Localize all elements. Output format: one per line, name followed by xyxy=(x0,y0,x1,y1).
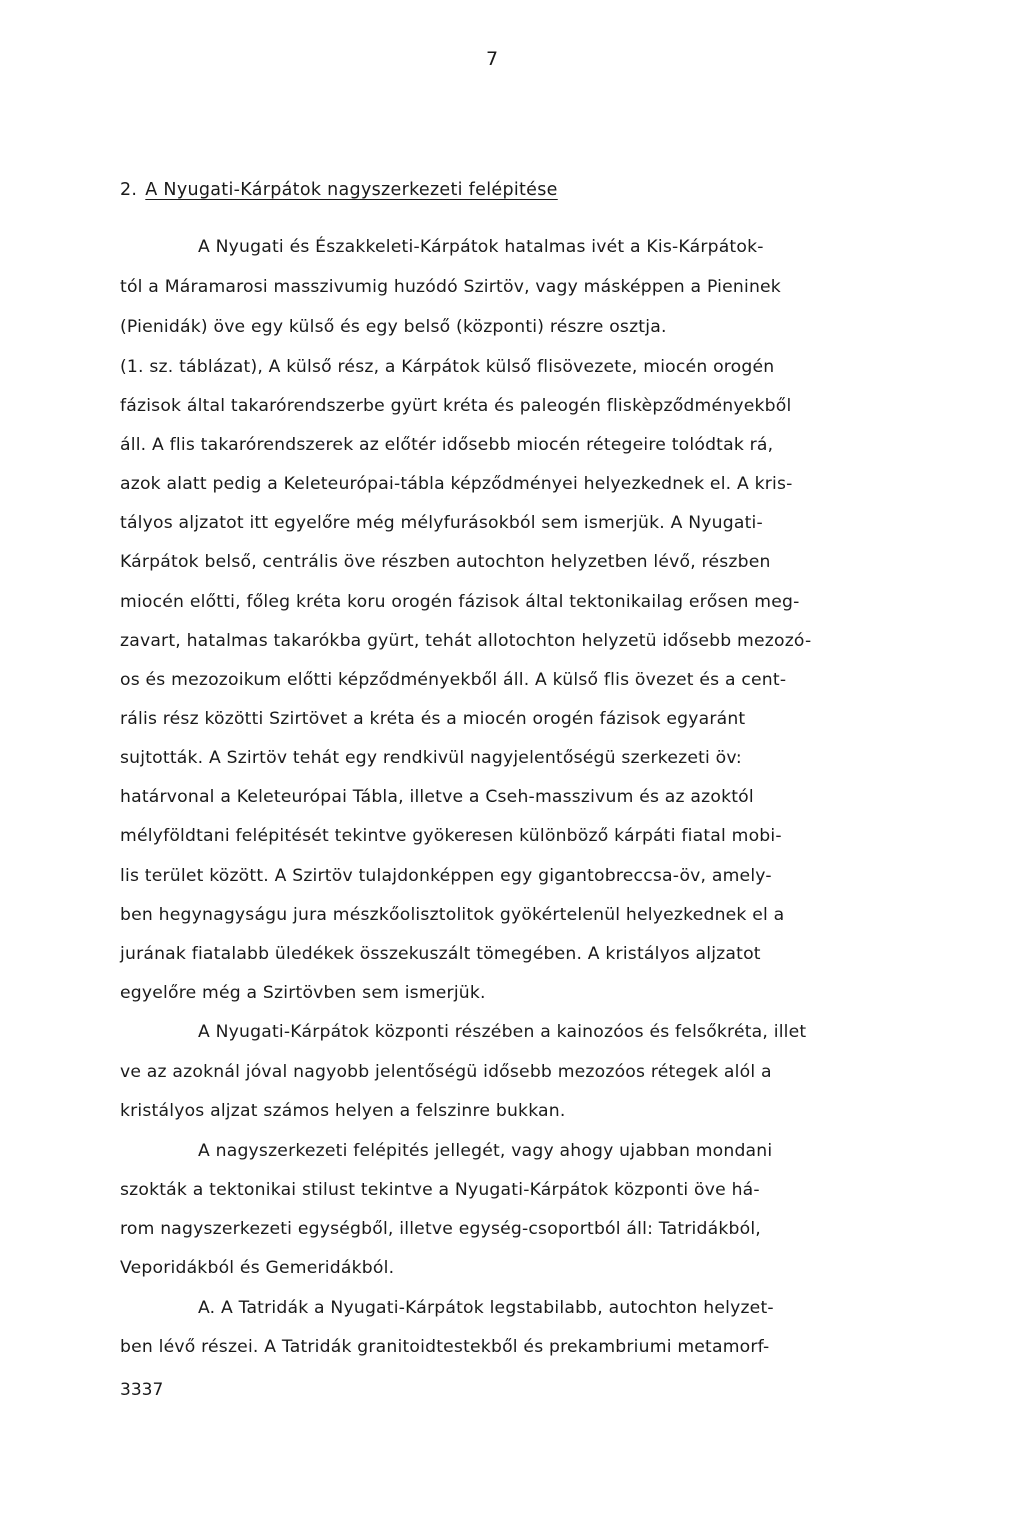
text-line: zavart, hatalmas takarókba gyürt, tehát allotochton helyzetü idősebb mezozó- xyxy=(120,631,812,651)
text-line: fázisok által takarórendszerbe gyürt kréta és paleogén fliskèpződményekből xyxy=(120,396,792,416)
text-line: azok alatt pedig a Keleteurópai-tábla képződményei helyezkednek el. A kris- xyxy=(120,474,793,494)
section-number: 2. xyxy=(120,180,138,200)
text-line: Kárpátok belső, centrális öve részben autochton helyzetben lévő, részben xyxy=(120,552,771,572)
page-number: 7 xyxy=(486,48,499,70)
text-line: határvonal a Keleteurópai Tábla, illetve a Cseh-masszivum és az azoktól xyxy=(120,787,754,807)
text-line: sujtották. A Szirtöv tehát egy rendkivül nagyjelentőségü szerkezeti öv: xyxy=(120,748,742,768)
text-line: ben hegynagyságu jura mészkőolisztolitok gyökértelenül helyezkednek el a xyxy=(120,905,785,925)
text-line: (Pienidák) öve egy külső és egy belső (központi) részre osztja. xyxy=(120,317,667,337)
text-line: A Nyugati és Északkeleti-Kárpátok hatalmas ivét a Kis-Kárpátok- xyxy=(198,237,764,257)
text-line: egyelőre még a Szirtövben sem ismerjük. xyxy=(120,983,486,1003)
footer-code: 3337 xyxy=(120,1380,164,1400)
text-line: rális rész közötti Szirtövet a kréta és a miocén orogén fázisok egyaránt xyxy=(120,709,746,729)
text-line: tól a Máramarosi masszivumig huzódó Szirtöv, vagy másképpen a Pieninek xyxy=(120,277,781,297)
text-line: ben lévő részei. A Tatridák granitoidtestekből és prekambriumi metamorf- xyxy=(120,1337,770,1357)
text-line: mélyföldtani felépitését tekintve gyökeresen különböző kárpáti fiatal mobi- xyxy=(120,826,782,846)
text-line: miocén előtti, főleg kréta koru orogén fázisok által tektonikailag erősen meg- xyxy=(120,592,800,612)
text-line: A nagyszerkezeti felépités jellegét, vagy ahogy ujabban mondani xyxy=(198,1141,773,1161)
text-line: lis terület között. A Szirtöv tulajdonképpen egy gigantobreccsa-öv, amely- xyxy=(120,866,772,886)
text-line: jurának fiatalabb üledékek összekuszált tömegében. A kristályos aljzatot xyxy=(120,944,761,964)
text-line: Veporidákból és Gemeridákból. xyxy=(120,1258,395,1278)
text-line: A. A Tatridák a Nyugati-Kárpátok legstabilabb, autochton helyzet- xyxy=(198,1298,774,1318)
text-line: tályos aljzatot itt egyelőre még mélyfurásokból sem ismerjük. A Nyugati- xyxy=(120,513,763,533)
text-line: (1. sz. táblázat), A külső rész, a Kárpátok külső flisövezete, miocén orogén xyxy=(120,357,775,377)
text-line: kristályos aljzat számos helyen a felszinre bukkan. xyxy=(120,1101,566,1121)
text-line: os és mezozoikum előtti képződményekből áll. A külső flis övezet és a cent- xyxy=(120,670,787,690)
section-heading xyxy=(120,180,558,200)
text-line: A Nyugati-Kárpátok központi részében a kainozóos és felsőkréta, illet xyxy=(198,1022,807,1042)
section-title: A Nyugati-Kárpátok nagyszerkezeti felépitése xyxy=(145,180,558,200)
text-line: rom nagyszerkezeti egységből, illetve egység-csoportból áll: Tatridákból, xyxy=(120,1219,761,1239)
text-line: ve az azoknál jóval nagyobb jelentőségü idősebb mezozóos rétegek alól a xyxy=(120,1062,772,1082)
text-line: szokták a tektonikai stilust tekintve a Nyugati-Kárpátok központi öve há- xyxy=(120,1180,760,1200)
text-line: áll. A flis takarórendszerek az előtér idősebb miocén rétegeire tolódtak rá, xyxy=(120,435,774,455)
